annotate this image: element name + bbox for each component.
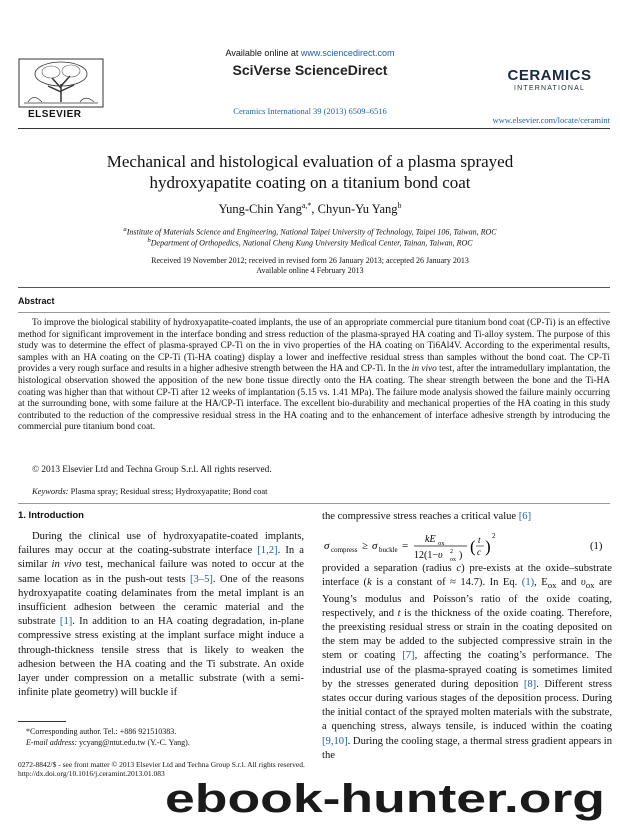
- citation-link[interactable]: [3–5]: [189, 573, 213, 585]
- text-run: c: [456, 563, 462, 574]
- text-run: . Different stress states occur during various stages of the deposition process. During the initial contact of the sprayed molten materials with the substrate, a quenching stress, always tensile, is induced within the coating: [322, 678, 612, 733]
- sciverse-brand: SciVerse ScienceDirect: [232, 62, 388, 78]
- keywords-label: Keywords:: [32, 486, 69, 496]
- svg-text:buckle: buckle: [379, 546, 398, 554]
- svg-text:ox: ox: [438, 540, 445, 547]
- text-run: test, mechanical failure was noted to occur at the same location as in the push-out tests: [18, 559, 304, 585]
- author-2-affil[interactable]: b: [397, 201, 402, 210]
- citation-link[interactable]: [1]: [59, 616, 73, 628]
- svg-text:compress: compress: [331, 546, 358, 554]
- text-run: . One of the reasons hydroxyapatite coating delaminates from the metal implant is an insufficient adhesion between the ceramic material and the substrate: [18, 573, 304, 628]
- journal-subtitle-logo: INTERNATIONAL: [513, 85, 586, 92]
- author-2: Chyun-Yu Yang: [317, 202, 398, 217]
- title-line-1: Mechanical and histological evaluation of a plasma sprayed: [106, 152, 514, 171]
- author-list: [40, 201, 580, 217]
- abstract-copyright: © 2013 Elsevier Ltd and Techna Group S.r.l. All rights reserved.: [32, 465, 272, 475]
- svg-text:): ): [459, 550, 463, 561]
- email-address[interactable]: ycyang@ntut.edu.tw (Y.-C. Yang).: [77, 738, 190, 747]
- svg-text:σ: σ: [324, 540, 330, 552]
- availability-line: [210, 48, 410, 58]
- keywords-list: Plasma spray; Residual stress; Hydroxyapatite; Bond coat: [68, 486, 268, 496]
- header-divider: [18, 128, 610, 129]
- text-run: the compressive stress reaches a critical value: [322, 511, 519, 522]
- keywords-divider: [18, 503, 610, 504]
- citation-link[interactable]: [9,10]: [322, 735, 348, 747]
- abstract-divider: [18, 312, 610, 313]
- text-run: , affecting the coating’s performance. The industrial use of the plasma-sprayed coating is sometimes limited by the stresses generated during deposition: [322, 650, 612, 690]
- intro-paragraph: [18, 530, 304, 700]
- journal-title-logo: CERAMICS: [507, 67, 592, 84]
- svg-text:≥: ≥: [362, 540, 369, 552]
- svg-text:): ): [485, 537, 491, 556]
- sciencedirect-link[interactable]: www.sciencedirect.com: [300, 48, 395, 58]
- citation-link[interactable]: [6]: [518, 511, 532, 522]
- section-heading-introduction: 1. Introduction: [18, 510, 84, 521]
- abstract-part-1: To improve the biological stability of hydroxyapatite-coated implants, the use of an appropriate commercial pure titanium bond coat (CP-Ti) is an effective method for significant improvement in the interface bonding and stress reduction of the plasma-sprayed HA coating and Ti-alloy system. The purpose of this study was to determine the effect of plasma-sprayed CP-Ti on the in vivo properties of the HA coating on Ti6Al4V. According to the experimental results, samples with an HA coating on the CP-Ti (Ti-HA coating) display a lower and ineffective residual stress than samples without the bond coat. The CP-Ti provides a very rough surface and results in a higher adhesive strength between the HA and CP-Ti. In the: [18, 318, 610, 375]
- text-run: is the thickness of the oxide coating. Therefore, the preexisting residual stress or strain in the coating deposited on the stem may be added to the subjected compressive strain in the stem or coating: [322, 607, 613, 662]
- journal-reference[interactable]: Ceramics International 39 (2013) 6509–6516: [233, 106, 387, 116]
- affil-a-text: Institute of Materials Science and Engineering, National Taipei University of Technology, Taipei 106, Taiwan, ROC: [126, 227, 497, 237]
- text-run: During the clinical use of hydroxyapatite-coated implants, failures may occur at the coating-substrate interface: [18, 531, 304, 557]
- text-run: ) pre-exists at the oxide–substrate interface (: [322, 563, 612, 589]
- text-run: is a constant of ≈ 14.7). In Eq.: [371, 577, 522, 589]
- watermark-text: ebook-hunter.org: [165, 777, 605, 821]
- right-column-lead: [322, 510, 612, 524]
- text-run: . In addition to an HA coating degradation, in-plane compressive stress existing at the implant surface might induce a through-thickness tensile stress that is likely to weaken the adhesion between the HA coating and the Ti substrate. An oxide layer under compression on a metallic substrate (with a semi-infinite plate geometry) will buckle if: [18, 616, 304, 699]
- equation-link[interactable]: (1): [521, 577, 535, 589]
- text-run: and: [556, 577, 581, 589]
- svg-text:12(1−υ: 12(1−υ: [414, 550, 443, 561]
- svg-text:σ: σ: [372, 540, 378, 552]
- affil-a-marker: a: [123, 226, 127, 233]
- author-1: Yung-Chin Yang: [218, 202, 302, 217]
- svg-text:2: 2: [450, 549, 453, 555]
- text-run: . In a similar: [18, 545, 304, 571]
- abstract-text: [18, 318, 610, 434]
- author-1-affil[interactable]: a,*: [301, 201, 312, 210]
- email-label: E-mail address:: [26, 738, 78, 747]
- abstract-italic: in vivo: [411, 364, 437, 375]
- citation-link[interactable]: [1,2]: [257, 545, 278, 557]
- text-run: . During the cooling stage, a thermal stress gradient appears in the: [322, 735, 612, 761]
- svg-text:c: c: [477, 547, 481, 557]
- title-divider: [18, 287, 610, 288]
- svg-text:(: (: [470, 537, 476, 556]
- equation-1: [322, 528, 612, 564]
- publisher-name: ELSEVIER: [28, 109, 82, 120]
- article-history: Received 19 November 2012; received in revised form 26 January 2013; accepted 26 January 2013: [151, 256, 469, 265]
- available-online-date: Available online 4 February 2013: [256, 266, 364, 275]
- citation-link[interactable]: [8]: [523, 678, 537, 690]
- keywords: [32, 486, 268, 496]
- journal-url-link[interactable]: www.elsevier.com/locate/ceramint: [492, 115, 610, 125]
- text-run: t: [397, 607, 401, 619]
- text-run: provided a separation (radius: [322, 563, 457, 574]
- affiliation-b: [40, 237, 580, 248]
- affil-b-marker: b: [147, 237, 151, 244]
- text-run: , E: [534, 577, 548, 589]
- doi-link[interactable]: http://dx.doi.org/10.1016/j.ceramint.2013.01.083: [18, 769, 165, 778]
- article-title: [40, 151, 580, 193]
- watermark: [150, 772, 610, 822]
- text-run: are Young’s modulus and Poisson’s ratio of the oxide coating, respectively, and: [322, 577, 612, 619]
- abstract-heading: Abstract: [18, 296, 55, 306]
- intro-paragraph-cont: [322, 562, 612, 763]
- footnote-divider: [18, 721, 66, 722]
- svg-text:=: =: [402, 540, 409, 552]
- equation-number: (1): [590, 541, 603, 552]
- svg-text:kE: kE: [425, 534, 436, 545]
- author-separator: ,: [311, 202, 318, 217]
- front-matter-line: 0272-8842/$ - see front matter © 2013 Elsevier Ltd and Techna Group S.r.l. All rights reserved.: [18, 760, 305, 769]
- left-column-text: [18, 530, 304, 700]
- citation-link[interactable]: [7]: [402, 650, 415, 662]
- text-run: ox: [547, 580, 557, 591]
- svg-text:2: 2: [492, 532, 496, 540]
- right-column-text: [322, 562, 612, 763]
- abstract-part-2: test, after the intramedullary implantation, the histological observation showed the apposition of the new bone tissue directly onto the HA coating. The shear strength between the bone and the Ti-HA coating was higher than that without CP-Ti after 12 weeks of implantation (5.15 vs. 1.41 MPa). The failure mode analysis showed the failure mainly occurring at the surrounding bone, with some failure at the HA/CP-Ti interface. The excellent bio-durability and mechanical properties of the HA coating in this study contributed to the reduction of the compressive residual stress in the HA coating and to the enhancement of interface adhesive strength by introducing the commercial pure titanium bond coat.: [18, 364, 610, 433]
- text-run: υ: [580, 577, 586, 589]
- available-prefix: Available online at: [225, 48, 301, 58]
- svg-text:t: t: [478, 535, 481, 545]
- text-run: ox: [585, 580, 595, 591]
- text-run: in vivo: [51, 559, 82, 571]
- corresponding-author-note: *Corresponding author. Tel.: +886 921510383.: [26, 727, 177, 736]
- affiliation-a: [40, 226, 580, 237]
- email-note: [26, 738, 190, 747]
- svg-text:ox: ox: [450, 557, 456, 563]
- elsevier-tree-logo: [18, 58, 104, 116]
- affil-b-text: Department of Orthopedics, National Cheng Kung University Medical Center, Tainan, Taiwan, ROC: [150, 238, 473, 248]
- title-line-2: hydroxyapatite coating on a titanium bond coat: [149, 173, 471, 192]
- text-run: k: [367, 577, 372, 589]
